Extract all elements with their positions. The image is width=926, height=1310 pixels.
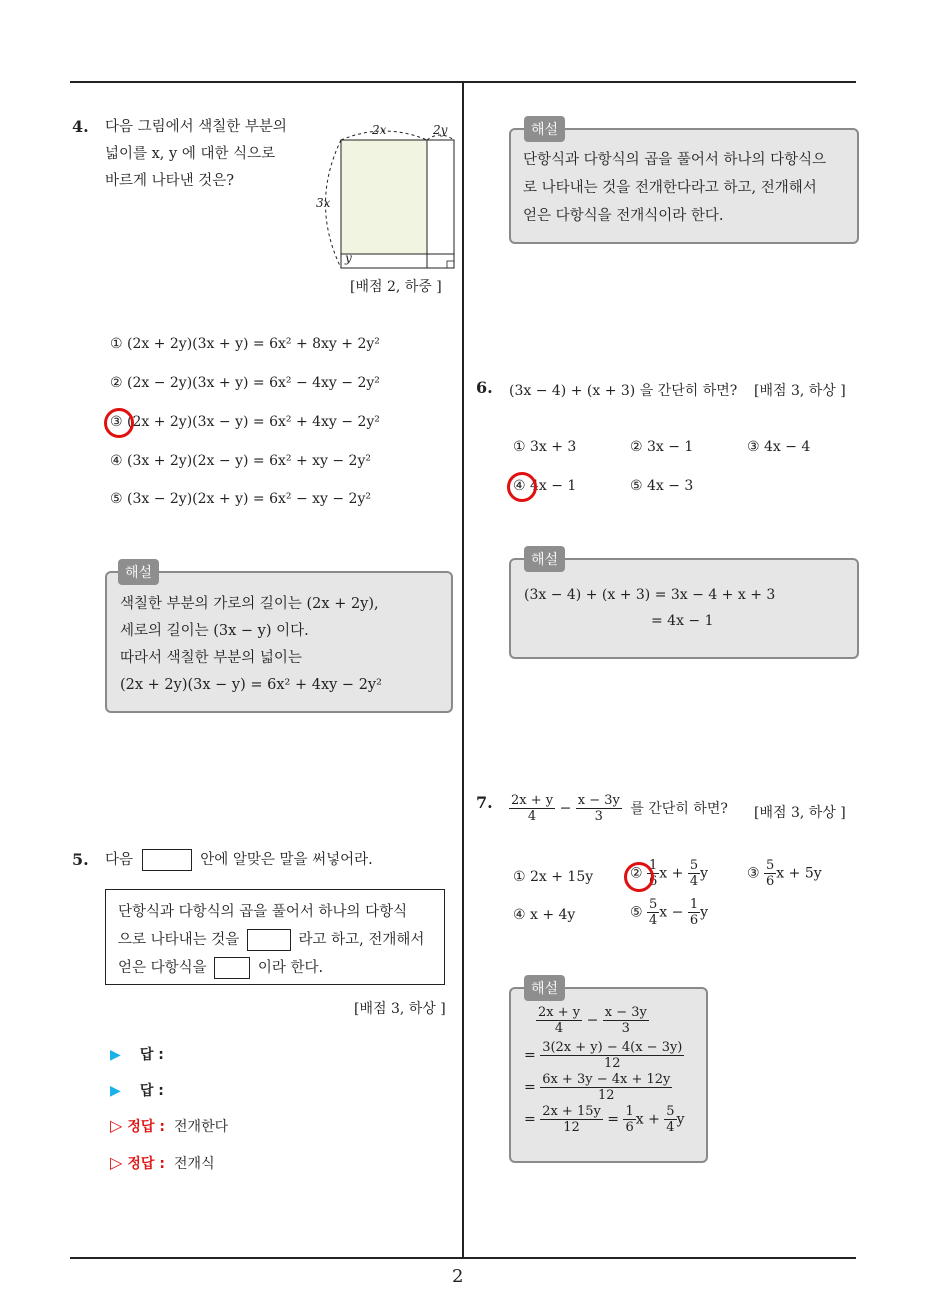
option-text: y	[700, 904, 709, 921]
numerator: 1	[649, 858, 658, 873]
fraction	[764, 858, 776, 889]
numerator: x − 3y	[604, 1005, 647, 1020]
equals-sign: =	[524, 1047, 536, 1064]
denominator: 4	[689, 874, 699, 889]
q7-solution-line-4	[524, 1104, 685, 1135]
q5-correct-row-1	[110, 1116, 228, 1136]
q7-solution-line-3	[524, 1072, 672, 1103]
q4-figure-label-2x: 2x	[372, 123, 387, 137]
numerator: 2x + y	[538, 1005, 581, 1020]
center-divider	[462, 81, 464, 1259]
numerator: 5	[766, 858, 775, 873]
q5-solution-tag: 해설	[524, 116, 565, 142]
q5-answer-row-2[interactable]	[110, 1080, 164, 1100]
q5-correct-row-2	[110, 1153, 215, 1173]
q5-box-text: 얻은 다항식을	[118, 960, 207, 976]
equals-sign: =	[607, 1111, 620, 1128]
q6-points: [배점 3, 하상 ]	[754, 383, 846, 399]
option-text: x −	[659, 904, 684, 921]
q7-option-1[interactable]: ① 2x + 15y	[513, 869, 594, 885]
q5-prompt-pre: 다음	[105, 852, 134, 868]
correct-arrow-icon: ▷	[110, 1153, 123, 1172]
fraction	[536, 1005, 582, 1036]
option-text: y	[700, 865, 709, 882]
q6-number: 6.	[476, 378, 493, 397]
correct-label: 정답 :	[127, 1156, 165, 1172]
q5-solution-text	[523, 146, 826, 230]
answer-arrow-icon: ▶	[110, 1047, 121, 1063]
q4-prompt-line: 바르게 나타낸 것은?	[105, 173, 235, 189]
denominator: 4	[649, 913, 658, 928]
q4-prompt-line: 다음 그림에서 색칠한 부분의	[105, 119, 287, 135]
q6-solution-box	[509, 558, 859, 659]
q5-blank-2[interactable]	[214, 957, 250, 979]
q4-prompt	[105, 114, 305, 195]
q5-answer-row-1[interactable]	[110, 1044, 164, 1064]
fraction	[603, 1005, 649, 1036]
numerator: 2x + y	[511, 793, 554, 808]
q4-solution-line: (2x + 2y)(3x − y) = 6x² + 4xy − 2y²	[120, 677, 382, 693]
q7-solution-tag: 해설	[524, 975, 565, 1001]
q5-number: 5.	[72, 850, 89, 869]
answer-arrow-icon: ▶	[110, 1083, 121, 1099]
correct-label: 정답 :	[127, 1119, 165, 1135]
q6-answer-circle	[507, 472, 537, 502]
option-label: ③	[747, 865, 760, 882]
fraction	[623, 1104, 635, 1135]
q6-solution-line: = 4x − 1	[651, 613, 714, 629]
q4-number: 4.	[72, 117, 89, 136]
q5-solution-line: 얻은 다항식을 전개식이라 한다.	[523, 208, 724, 224]
q4-answer-circle	[104, 408, 134, 438]
q7-option-4[interactable]: ④ x + 4y	[513, 907, 576, 923]
q6-option-5[interactable]: ⑤ 4x − 3	[630, 478, 694, 494]
q5-question-text	[118, 898, 424, 982]
correct-arrow-icon: ▷	[110, 1116, 123, 1135]
denominator: 4	[554, 1021, 564, 1036]
q7-answer-circle	[624, 862, 654, 892]
q5-box-line	[118, 954, 424, 982]
q4-solution-line: 색칠한 부분의 가로의 길이는 (2x + 2y),	[120, 596, 379, 612]
fraction	[540, 1104, 603, 1135]
option-text: x + 5y	[776, 865, 822, 882]
page-number: 2	[452, 1266, 464, 1287]
fraction	[647, 897, 659, 928]
q6-solution-tag: 해설	[524, 546, 565, 572]
option-label: ⑤	[630, 904, 643, 921]
q4-option-1[interactable]: ① (2x + 2y)(3x + y) = 6x² + 8xy + 2y²	[110, 336, 380, 352]
q4-solution-line: 세로의 길이는 (3x − y) 이다.	[120, 623, 309, 639]
q4-figure-label-y: y	[345, 251, 352, 265]
q5-points: [배점 3, 하상 ]	[354, 1001, 446, 1017]
q6-prompt: (3x − 4) + (x + 3) 을 간단히 하면?	[509, 383, 738, 399]
q4-points: [배점 2, 하중 ]	[350, 279, 442, 295]
denominator: 6	[649, 874, 658, 889]
q4-option-3[interactable]: ③ (2x + 2y)(3x − y) = 6x² + 4xy − 2y²	[110, 414, 380, 430]
denominator: 12	[563, 1120, 580, 1135]
denominator: 3	[621, 1021, 630, 1036]
answer-label: 답 :	[139, 1047, 164, 1063]
denominator: 4	[666, 1120, 675, 1135]
solution-text: x +	[635, 1111, 660, 1128]
numerator: 6x + 3y − 4x + 12y	[542, 1072, 671, 1087]
q5-box-text: 이라 한다.	[257, 960, 324, 976]
fraction	[688, 897, 700, 928]
q4-figure-label-2y: 2y	[433, 123, 448, 137]
numerator: 5	[666, 1104, 675, 1119]
numerator: 3(2x + y) − 4(x − 3y)	[542, 1040, 683, 1055]
q4-figure-label-3x: 3x	[316, 196, 331, 210]
q5-blank-1[interactable]	[247, 929, 291, 951]
option-label: ②	[630, 865, 643, 882]
q5-solution-line: 단항식과 다항식의 곱을 풀어서 하나의 다항식으	[523, 152, 827, 168]
fraction	[688, 858, 700, 889]
bottom-rule	[70, 1257, 856, 1259]
q7-points: [배점 3, 하상 ]	[754, 805, 846, 821]
q4-option-4[interactable]: ④ (3x + 2y)(2x − y) = 6x² + xy − 2y²	[110, 453, 371, 469]
numerator: 2x + 15y	[542, 1104, 601, 1119]
q6-option-2[interactable]: ② 3x − 1	[630, 439, 694, 455]
correct-value: 전개한다	[174, 1119, 229, 1135]
q6-option-1[interactable]: ① 3x + 3	[513, 439, 577, 455]
q7-solution-line-2	[524, 1040, 684, 1071]
q6-option-4[interactable]: ④ 4x − 1	[513, 478, 577, 494]
solution-text: y	[676, 1111, 685, 1128]
q5-prompt-post: 안에 알맞은 말을 써넣어라.	[200, 852, 373, 868]
q4-solution-text	[120, 591, 382, 699]
denominator: 6	[689, 913, 699, 928]
fraction	[540, 1072, 672, 1103]
q5-box-line: 단항식과 다항식의 곱을 풀어서 하나의 다항식	[118, 904, 408, 920]
q7-option-3[interactable]	[747, 858, 822, 889]
q6-option-3[interactable]: ③ 4x − 4	[747, 439, 811, 455]
answer-label: 답 :	[139, 1083, 164, 1099]
q7-prompt-text: 를 간단히 하면?	[630, 800, 728, 817]
denominator: 3	[594, 809, 603, 824]
q5-solution-line: 로 나타내는 것을 전개한다라고 하고, 전개해서	[523, 180, 817, 196]
q4-prompt-line: 넓이를 x, y 에 대한 식으로	[105, 146, 276, 162]
correct-value: 전개식	[174, 1156, 215, 1172]
numerator: 5	[649, 897, 658, 912]
q5-prompt-blank	[142, 849, 192, 871]
denominator: 6	[766, 874, 775, 889]
q6-solution-line: (3x − 4) + (x + 3) = 3x − 4 + x + 3	[524, 587, 776, 603]
q5-prompt	[105, 847, 373, 874]
fraction	[664, 1104, 676, 1135]
q7-prompt	[509, 793, 728, 824]
numerator: 5	[689, 858, 699, 873]
q7-fraction-1	[509, 793, 555, 824]
minus-sign: −	[559, 800, 572, 817]
q7-number: 7.	[476, 793, 493, 812]
numerator: 1	[625, 1104, 634, 1119]
denominator: 12	[604, 1056, 621, 1071]
q4-option-2[interactable]: ② (2x − 2y)(3x + y) = 6x² − 4xy − 2y²	[110, 375, 380, 391]
denominator: 4	[527, 809, 537, 824]
denominator: 6	[625, 1120, 634, 1135]
fraction	[540, 1040, 684, 1071]
q5-box-line	[118, 926, 424, 954]
numerator: x − 3y	[577, 793, 620, 808]
equals-sign: =	[524, 1111, 536, 1128]
q5-box-text: 라고 하고, 전개해서	[298, 932, 425, 948]
denominator: 12	[598, 1088, 615, 1103]
option-text: x +	[659, 865, 684, 882]
q5-box-text: 으로 나타내는 것을	[118, 932, 240, 948]
q7-option-5[interactable]	[630, 897, 708, 928]
q4-solution-line: 따라서 색칠한 부분의 넓이는	[120, 650, 302, 666]
q7-fraction-2	[576, 793, 622, 824]
q7-solution-line-1	[536, 1005, 649, 1036]
equals-sign: =	[524, 1079, 536, 1096]
q4-figure	[310, 118, 460, 273]
q4-solution-tag: 해설	[118, 559, 159, 585]
numerator: 1	[689, 897, 699, 912]
q4-option-5[interactable]: ⑤ (3x − 2y)(2x + y) = 6x² − xy − 2y²	[110, 491, 371, 507]
minus-sign: −	[586, 1012, 599, 1029]
